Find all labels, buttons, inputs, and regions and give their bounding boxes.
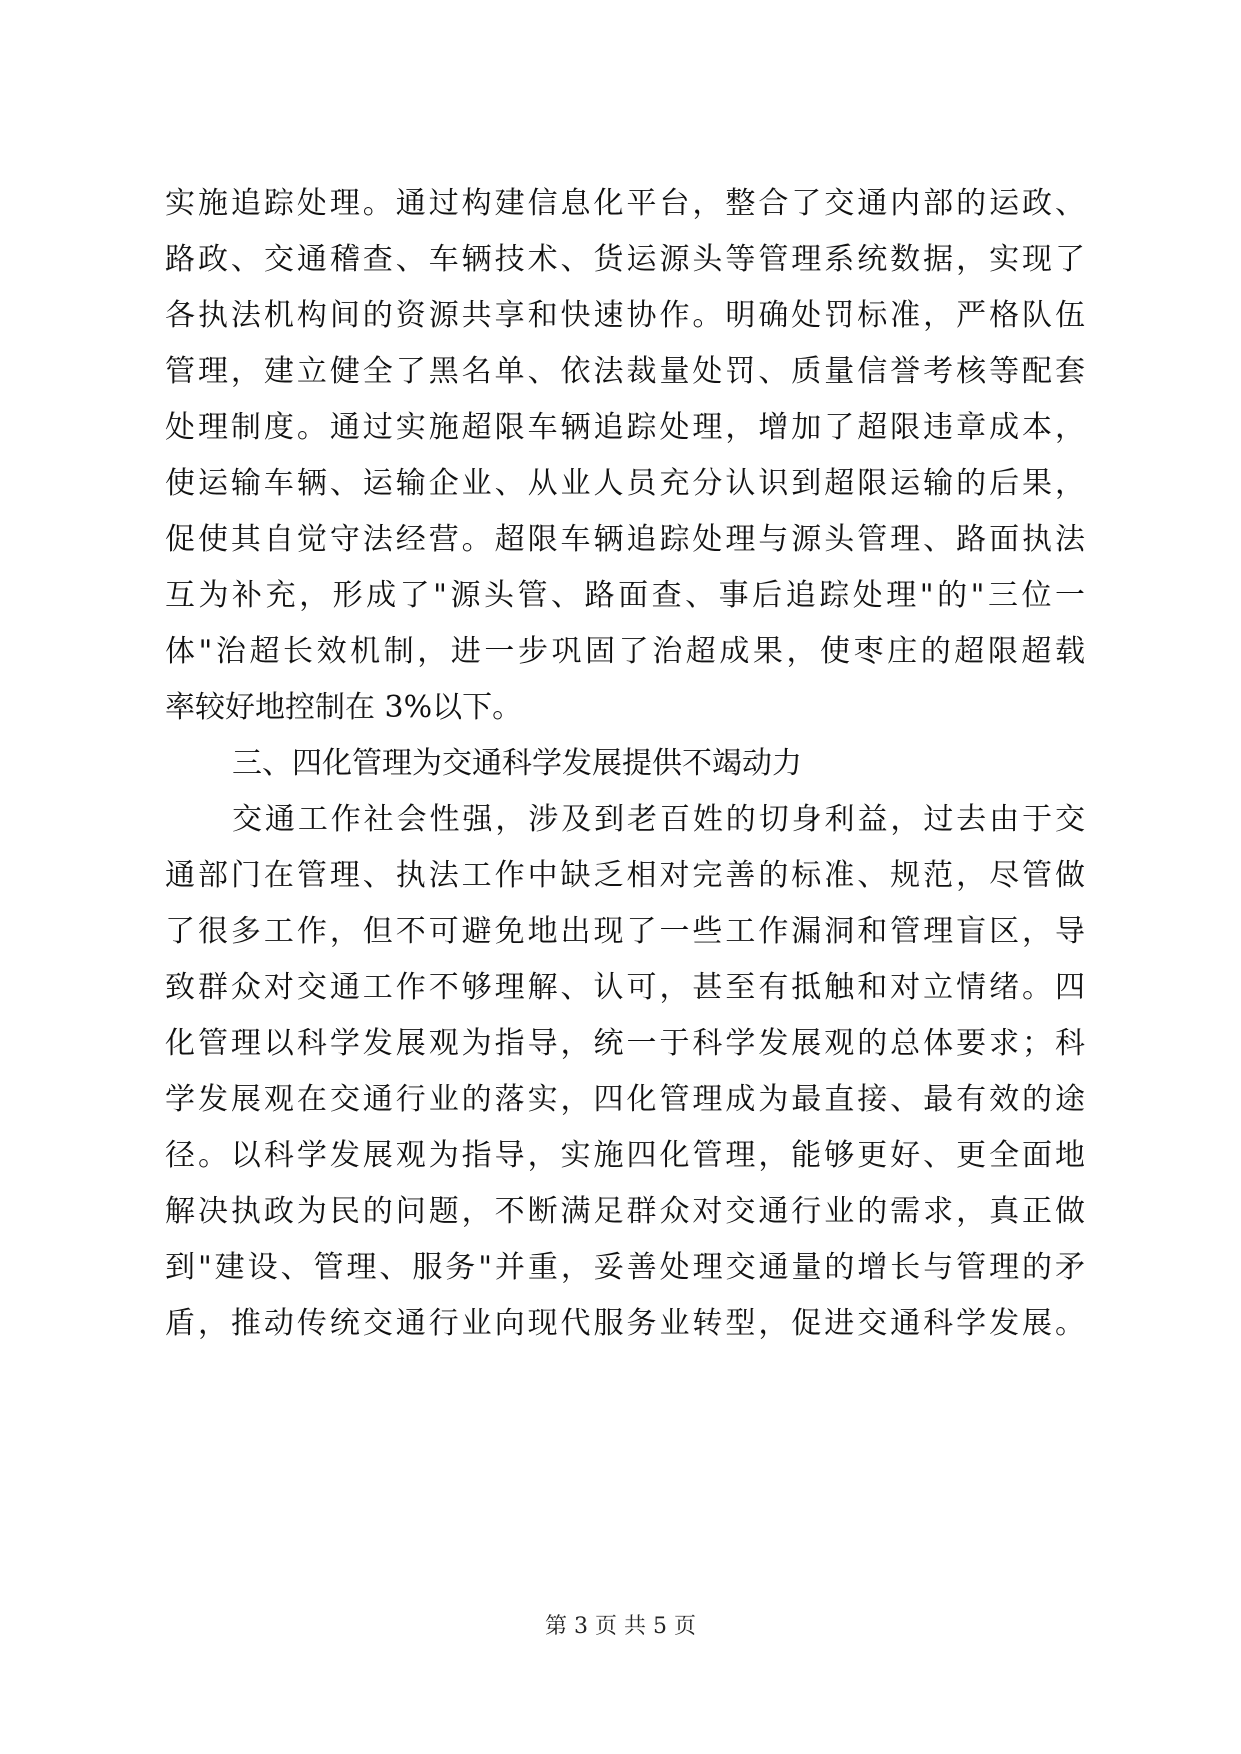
paragraph-1-line-5: 处理制度。通过实施超限车辆追踪处理，增加了超限违章成本， xyxy=(165,410,1085,445)
paragraph-2-line-1: 交通工作社会性强，涉及到老百姓的切身利益，过去由于交 xyxy=(232,802,1085,837)
paragraph-2-line-10: 盾，推动传统交通行业向现代服务业转型，促进交通科学发展。 xyxy=(165,1306,1085,1341)
paragraph-2-line-2: 通部门在管理、执法工作中缺乏相对完善的标准、规范，尽管做 xyxy=(165,858,1085,893)
paragraph-1-line-6: 使运输车辆、运输企业、从业人员充分认识到超限运输的后果， xyxy=(165,466,1085,501)
page-number-footer: 第 3 页 共 5 页 xyxy=(545,1614,696,1639)
paragraph-1-line-2: 路政、交通稽查、车辆技术、货运源头等管理系统数据，实现了 xyxy=(165,242,1085,277)
section-heading: 三、四化管理为交通科学发展提供不竭动力 xyxy=(232,746,802,781)
paragraph-2-line-3: 了很多工作，但不可避免地出现了一些工作漏洞和管理盲区，导 xyxy=(165,914,1085,949)
paragraph-1-line-9: 体"治超长效机制，进一步巩固了治超成果，使枣庄的超限超载 xyxy=(165,634,1085,669)
paragraph-2-line-9: 到"建设、管理、服务"并重，妥善处理交通量的增长与管理的矛 xyxy=(165,1250,1085,1285)
paragraph-2-line-4: 致群众对交通工作不够理解、认可，甚至有抵触和对立情绪。四 xyxy=(165,970,1085,1005)
paragraph-2-line-5: 化管理以科学发展观为指导，统一于科学发展观的总体要求；科 xyxy=(165,1026,1085,1061)
paragraph-1-line-10: 率较好地控制在 3%以下。 xyxy=(165,690,523,725)
paragraph-2-line-8: 解决执政为民的问题，不断满足群众对交通行业的需求，真正做 xyxy=(165,1194,1085,1229)
paragraph-1-line-4: 管理，建立健全了黑名单、依法裁量处罚、质量信誉考核等配套 xyxy=(165,354,1085,389)
paragraph-1-line-7: 促使其自觉守法经营。超限车辆追踪处理与源头管理、路面执法 xyxy=(165,522,1085,557)
paragraph-1-line-8: 互为补充，形成了"源头管、路面查、事后追踪处理"的"三位一 xyxy=(165,578,1085,613)
paragraph-1-line-1: 实施追踪处理。通过构建信息化平台，整合了交通内部的运政、 xyxy=(165,186,1085,221)
paragraph-2-line-7: 径。以科学发展观为指导，实施四化管理，能够更好、更全面地 xyxy=(165,1138,1085,1173)
paragraph-1-line-3: 各执法机构间的资源共享和快速协作。明确处罚标准，严格队伍 xyxy=(165,298,1085,333)
paragraph-2-line-6: 学发展观在交通行业的落实，四化管理成为最直接、最有效的途 xyxy=(165,1082,1085,1117)
